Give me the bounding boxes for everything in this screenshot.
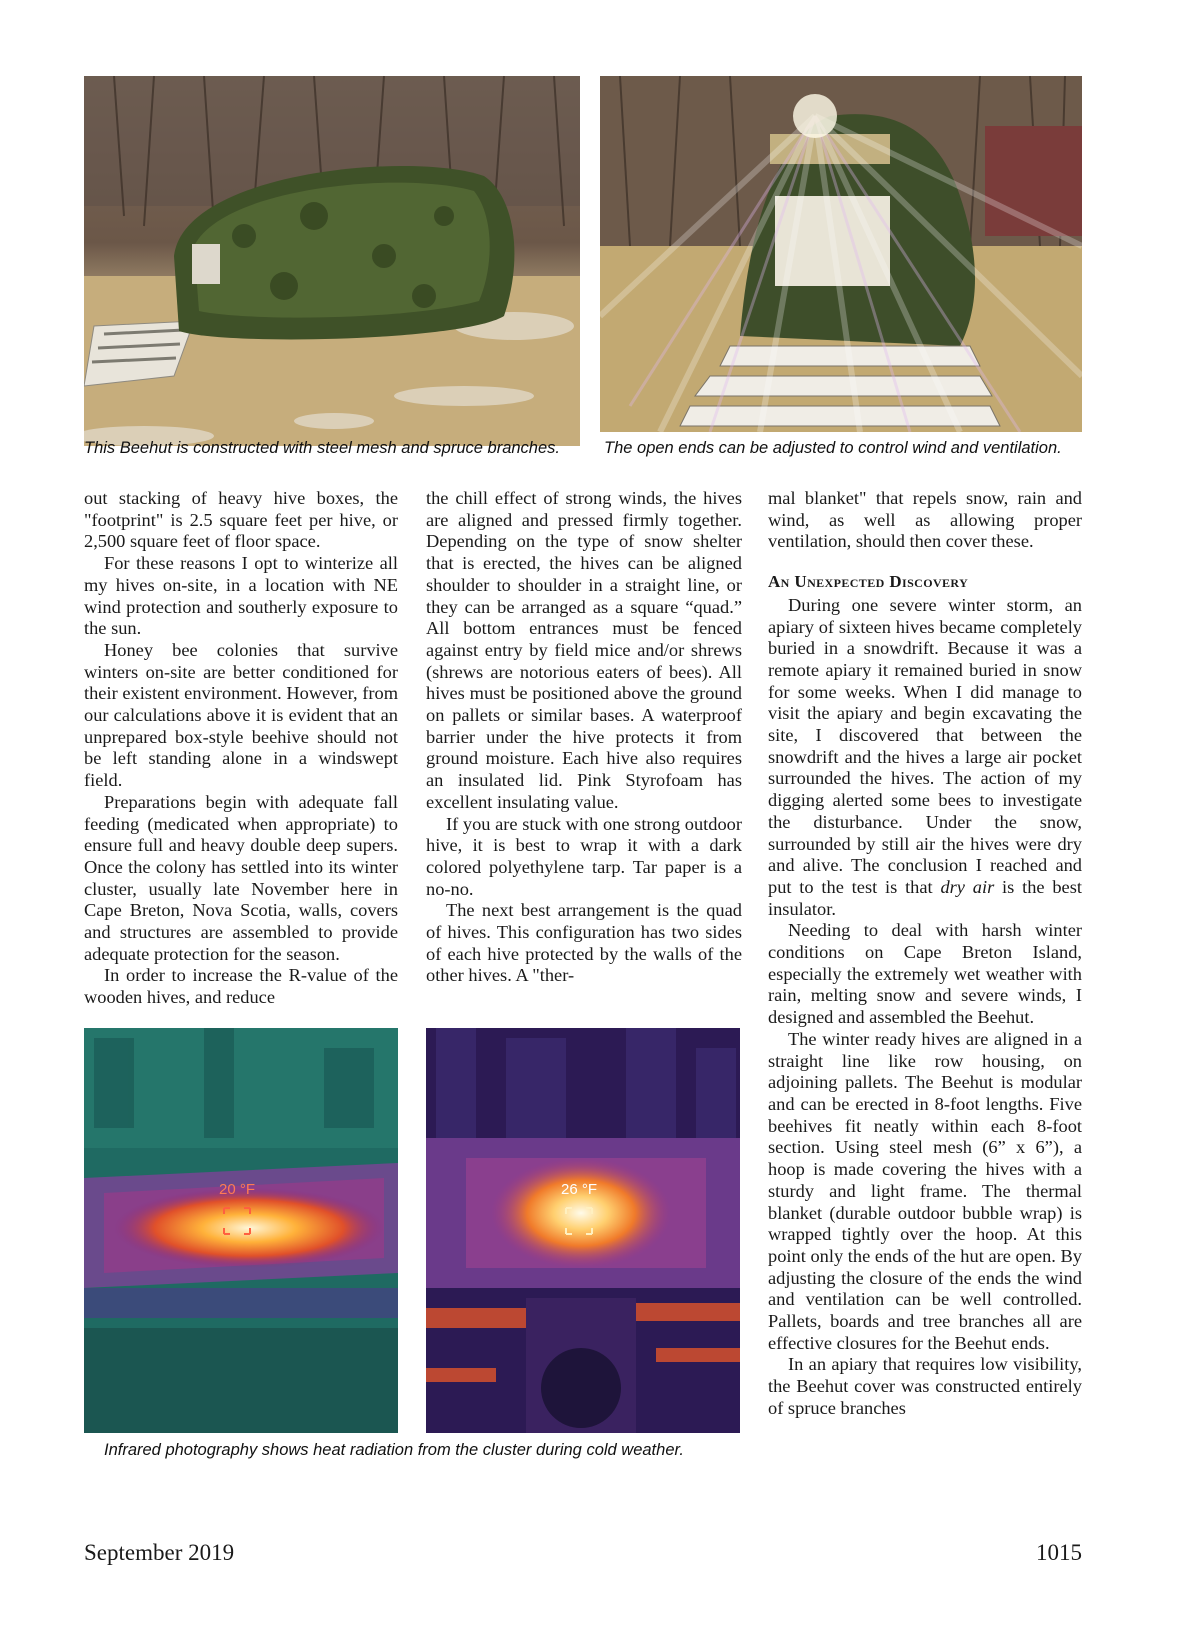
thermal-caption: Infrared photography shows heat radiation from the cluster during cold weather. <box>104 1441 684 1459</box>
temperature-reading: 20 °F <box>219 1181 256 1198</box>
thermal-image-right <box>426 1028 740 1433</box>
emphasis: dry air <box>940 876 995 897</box>
paragraph: mal blanket" that repels snow, rain and wind, as well as allowing proper ventilation, should then cover these. <box>768 488 1082 552</box>
paragraph: During one severe winter storm, an apiary of sixteen hives became completely buried in a snowdrift. Because it was a remote apiary it remained buried in snow for some weeks. When I did manage to visit the apiary and begin excavating the site, I discovered that between the snowdrift and the hives a large air pocket surrounded the hives. The action of my digging alerted some bees to investigate the disturbance. Under the snow, surrounded by still air the hives were dry and alive. The conclusion I reached and put to the test is that dry air is the best insulator. <box>768 594 1082 919</box>
text-column-3 <box>768 488 1082 1420</box>
paragraph: out stacking of heavy hive boxes, the "footprint" is 2.5 square feet per hive, or 2,500 square feet of floor space. <box>84 488 398 552</box>
paragraph: Preparations begin with adequate fall feeding (medicated when appropriate) to ensure full and heavy double deep supers. Once the colony has settled into its winter cluster, usually late November here in Cape Breton, Nova Scotia, walls, covers and structures are assembled to provide adequate protection for the season. <box>84 791 398 964</box>
footer-date: September 2019 <box>84 1540 235 1565</box>
paragraph: The winter ready hives are aligned in a straight line like row housing, on adjoining pallets. The Beehut is modular and can be erected in 8-foot lengths. Five beehives fit neatly within each 8-foot section. Using steel mesh (6” x 6”), a hoop is made covering the hives with a sturdy and light frame. The thermal blanket (durable outdoor bubble wrap) is wrapped tightly over the hoop. At this point only the ends of the hut are open. By adjusting the closure of the ends the wind and ventilation can be well controlled. Pallets, boards and tree branches all are effective closures for the Beehut ends. <box>768 1028 1082 1353</box>
photo-caption-left: This Beehut is constructed with steel mesh and spruce branches. <box>84 439 560 457</box>
temperature-reading: 26 °F <box>561 1181 598 1198</box>
beehut-open-end-photo <box>600 76 1082 432</box>
paragraph: If you are stuck with one strong outdoor hive, it is best to wrap it with a dark colored polyethylene tarp. Tar paper is a no-no. <box>426 813 742 899</box>
beehut-spruce-photo <box>84 76 580 446</box>
text-column-2 <box>426 488 742 987</box>
page-number: 1015 <box>1036 1540 1082 1565</box>
paragraph: In order to increase the R-value of the wooden hives, and reduce <box>84 965 398 1008</box>
paragraph: the chill effect of strong winds, the hives are aligned and pressed firmly together. Depending on the type of snow shelter that is erected, the hives can be aligned shoulder to shoulder in a straight line, or they can be arranged as a square “quad.” All bottom entrances must be fenced against entry by field mice and/or shrews (shrews are notorious eaters of bees). All hives must be positioned above the ground on pallets or similar bases. A waterproof barrier under the hive protects it from ground moisture. Each hive also requires an insulated lid. Pink Styrofoam has excellent insulating value. <box>426 488 742 812</box>
text-column-1 <box>84 488 398 1009</box>
paragraph: Honey bee colonies that survive winters on-site are better conditioned for their existent environment. However, from our calculations above it is evident that an unprepared box-style beehive should not be left standing alone in a windswept field. <box>84 639 398 791</box>
section-heading: An Unexpected Discovery <box>768 572 969 592</box>
paragraph: Needing to deal with harsh winter conditions on Cape Breton Island, especially the extremely wet weather with rain, melting snow and severe winds, I designed and assembled the Beehut. <box>768 920 1082 1028</box>
paragraph: The next best arrangement is the quad of hives. This configuration has two sides of each hive protected by the walls of the other hives. A "ther- <box>426 900 742 986</box>
photo-caption-right: The open ends can be adjusted to control wind and ventilation. <box>604 439 1062 457</box>
paragraph: For these reasons I opt to winterize all my hives on-site, in a location with NE wind protection and southerly exposure to the sun. <box>84 553 398 639</box>
thermal-image-left <box>84 1028 398 1433</box>
paragraph: In an apiary that requires low visibility, the Beehut cover was constructed entirely of spruce branches <box>768 1354 1082 1418</box>
